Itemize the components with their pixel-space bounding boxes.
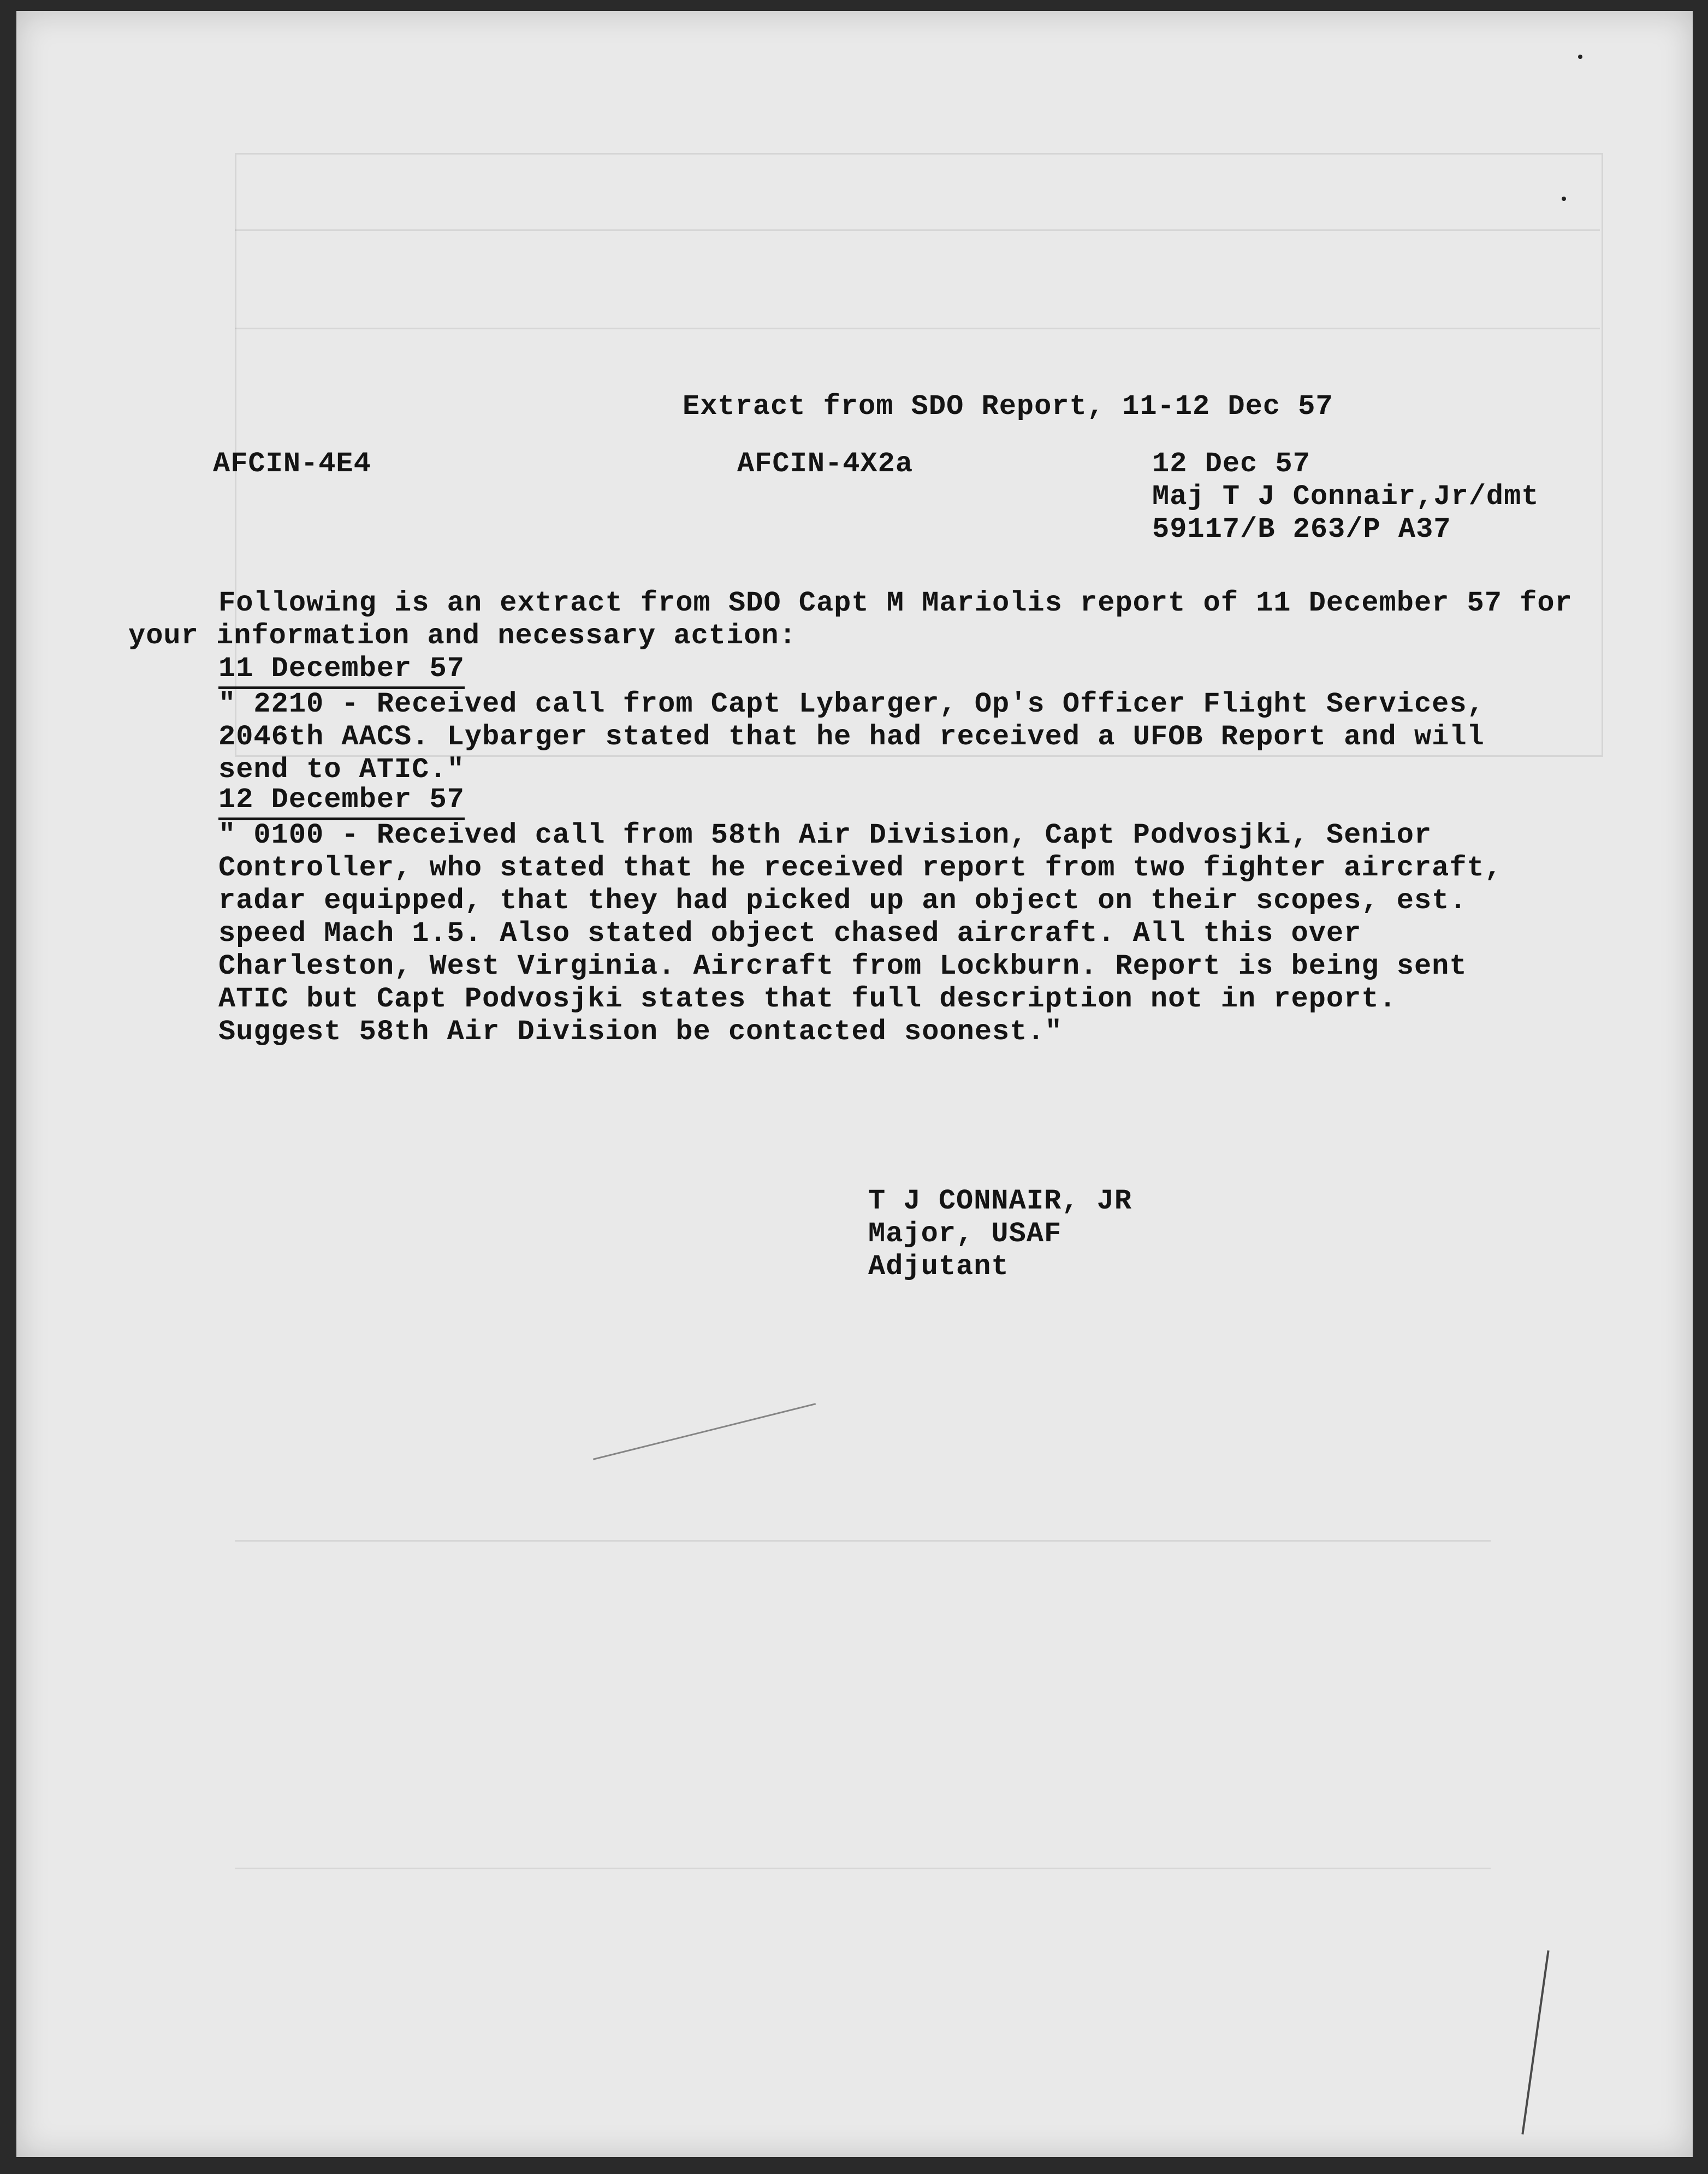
intro-line: Following is an extract from SDO Capt M Mariolis report of 11 December 57 for <box>218 587 1573 619</box>
entry-date: 11 December 57 <box>218 653 465 689</box>
document-title: Extract from SDO Report, 11-12 Dec 57 <box>683 390 1333 423</box>
phone-reference: 59117/B 263/P A37 <box>1152 513 1451 546</box>
entry-line: ATIC but Capt Podvosjki states that full description not in report. <box>218 983 1397 1015</box>
entry-line: Charleston, West Virginia. Aircraft from Lockburn. Report is being sent <box>218 950 1467 982</box>
intro-line: your information and necessary action: <box>128 620 797 652</box>
bleed-through-line <box>235 1868 1491 1869</box>
scan-mark <box>593 1403 816 1460</box>
signature-rank: Major, USAF <box>868 1218 1062 1250</box>
bleed-through-line <box>235 1540 1491 1542</box>
scan-mark <box>1562 197 1566 201</box>
entry-line: Controller, who stated that he received report from two fighter aircraft, <box>218 852 1502 884</box>
entry-line: Suggest 58th Air Division be contacted soonest." <box>218 1016 1063 1048</box>
from-office: AFCIN-4E4 <box>213 448 371 480</box>
to-office: AFCIN-4X2a <box>737 448 914 480</box>
scan-mark <box>1521 1950 1549 2134</box>
memo-date: 12 Dec 57 <box>1152 448 1310 480</box>
signature-title: Adjutant <box>868 1251 1009 1283</box>
entry-line: " 2210 - Received call from Capt Lybarger, Op's Officer Flight Services, <box>218 688 1485 720</box>
entry-line: radar equipped, that they had picked up an object on their scopes, est. <box>218 885 1467 917</box>
bleed-through-line <box>235 328 1600 329</box>
document-page <box>16 11 1693 2157</box>
entry-line: send to ATIC." <box>218 754 465 786</box>
originator: Maj T J Connair,Jr/dmt <box>1152 481 1539 513</box>
entry-line: 2046th AACS. Lybarger stated that he had received a UFOB Report and will <box>218 721 1485 753</box>
bleed-through-line <box>235 229 1600 231</box>
scan-mark <box>1578 55 1582 59</box>
entry-line: " 0100 - Received call from 58th Air Division, Capt Podvosjki, Senior <box>218 819 1432 851</box>
entry-date: 12 December 57 <box>218 784 465 820</box>
entry-line: speed Mach 1.5. Also stated object chased aircraft. All this over <box>218 917 1362 950</box>
signature-name: T J CONNAIR, JR <box>868 1185 1132 1217</box>
